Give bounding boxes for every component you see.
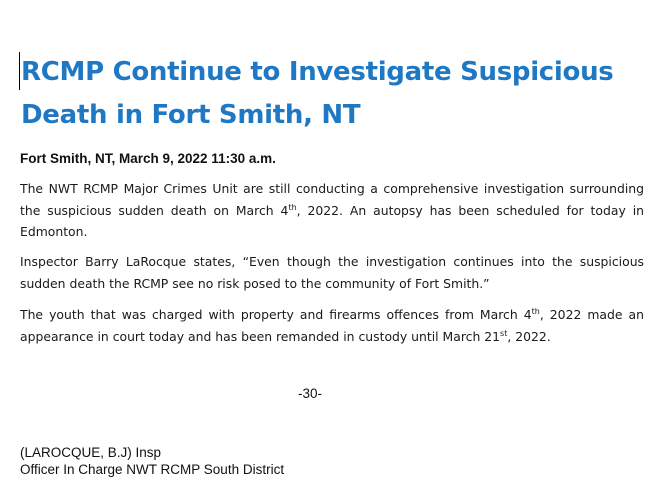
- ordinal-suffix: th: [288, 202, 297, 212]
- paragraph-text: , 2022. An autopsy has been scheduled for today in Edmonton.: [20, 202, 644, 239]
- paragraph-court: [20, 304, 644, 347]
- paragraph-text: , 2022 made an appearance in court today and has been remanded in custody until March 21: [20, 307, 644, 344]
- paragraph-text: The NWT RCMP Major Crimes Unit are still conducting a comprehensive investigation surrounding the suspicious sudden death on March 4: [20, 181, 644, 218]
- signoff-role: Officer In Charge NWT RCMP South District: [20, 462, 285, 477]
- paragraph-investigation: [20, 178, 644, 243]
- paragraph-text: The youth that was charged with property and firearms offences from March 4: [20, 307, 532, 322]
- ordinal-suffix: th: [531, 306, 540, 316]
- paragraph-text: , 2022.: [507, 328, 551, 344]
- ordinal-suffix: st: [500, 328, 508, 338]
- text-cursor: [19, 52, 20, 90]
- paragraph-quote: Inspector Barry LaRocque states, “Even though the investigation continues into the suspicious sudden death the RCMP see no risk posed to the community of Fort Smith.”: [20, 254, 644, 291]
- end-mark: -30-: [297, 386, 322, 401]
- document-title: RCMP Continue to Investigate Suspicious Death in Fort Smith, NT: [21, 57, 614, 130]
- signoff-name: (LAROCQUE, B.J) Insp: [20, 445, 162, 460]
- signoff: [20, 444, 284, 478]
- dateline: Fort Smith, NT, March 9, 2022 11:30 a.m.: [20, 151, 276, 166]
